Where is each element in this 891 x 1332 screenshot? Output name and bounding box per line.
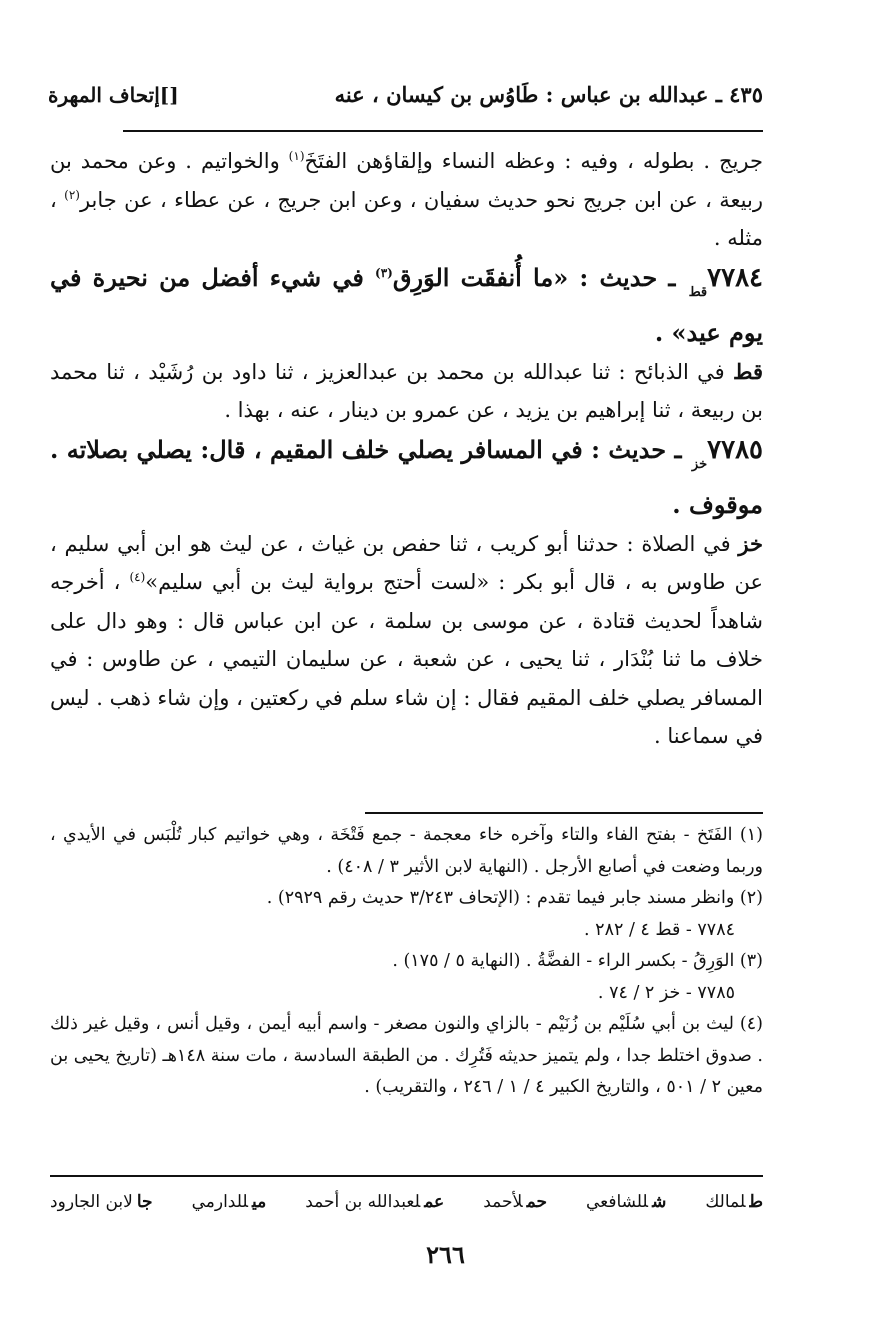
source-siglum: خز: [738, 530, 763, 556]
source-siglum: قط: [733, 358, 763, 384]
hadith-number: ٧٧٨٤: [707, 262, 763, 293]
isnad-7784: [50, 353, 763, 430]
book-title: []إتحاف المهرة: [48, 83, 179, 107]
footnote-ref-3[interactable]: (٣): [375, 265, 393, 280]
footnote-rule: [365, 812, 763, 814]
footnote-3: (٣) الوَرِقُ - بكسر الراء - الفضَّةُ . (النهاية ٥ / ١٧٥) .: [392, 951, 763, 971]
legend-item: [305, 1192, 444, 1212]
legend-key: حم: [526, 1192, 547, 1212]
legend-key: ط: [749, 1192, 763, 1212]
footnote-ref-4[interactable]: (٤): [129, 570, 146, 584]
hadith-7784: [50, 258, 763, 353]
legend-value: للشافعي: [585, 1192, 649, 1212]
footnote-source-7785: ٧٧٨٥ - خز ٢ / ٧٤ .: [597, 982, 735, 1003]
isnad-text: ، أخرجه شاهداً لحديث قتادة ، عن موسى بن سلمة ، عن ابن عباس قال : وهو دال على خلاف ما ثنا بُنْدَار ، ثنا يحيى ، عن شعبة ، عن سليمان التيمي ، عن طاوس : في المسافر يصلي خلف المقيم فقال : إن شاء سلم في ركعتين ، وإن شاء ذهب . ليس في سماعنا .: [50, 570, 763, 748]
page-number: ٢٦٦: [426, 1240, 465, 1269]
footnote-ref-2[interactable]: (٢): [64, 187, 80, 202]
main-text: [50, 142, 763, 756]
hadith-text: ـ حديث : «ما أُنفقَت الوَرِق: [392, 262, 687, 292]
legend-item: [705, 1192, 763, 1212]
legend-rule: [50, 1175, 763, 1177]
footnote-source-7784: ٧٧٨٤ - قط ٤ / ٢٨٢ .: [584, 919, 735, 940]
header-rule: [123, 130, 763, 132]
legend-item: [483, 1192, 547, 1212]
hadith-siglum: خز: [691, 456, 708, 472]
footnote-2: (٢) وانظر مسند جابر فيما تقدم : (الإتحاف ٣/٢٤٣ حديث رقم ٢٩٢٩) .: [266, 888, 763, 908]
hadith-text: في شيء أفضل من نحيرة في يوم عيد» .: [50, 262, 763, 347]
running-header: [48, 82, 763, 107]
legend-key: جا: [136, 1192, 153, 1212]
chapter-title: ٤٣٥ ـ عبدالله بن عباس : طَاوُس بن كيسان ، عنه: [334, 82, 763, 107]
legend-item: [192, 1192, 267, 1212]
isnad-text: في الذبائح : ثنا عبدالله بن محمد بن عبدالعزيز ، ثنا داود بن رُشَيْد ، ثنا محمد بن ربيعة ، ثنا إبراهيم بن يزيد ، عن عمرو بن دينار ، عنه ، بهذا .: [50, 359, 763, 422]
hadith-number: ٧٧٨٥: [707, 434, 763, 465]
isnad-7785: [50, 525, 763, 756]
footnote-ref-1[interactable]: (١): [288, 149, 305, 163]
legend-key: ش: [652, 1192, 667, 1212]
legend-item: [50, 1192, 153, 1212]
legend-value: لأحمد: [483, 1192, 523, 1212]
legend-key: مي: [251, 1192, 267, 1212]
legend-value: لعبدالله بن أحمد: [305, 1192, 421, 1212]
legend-value: لمالك: [705, 1192, 746, 1212]
legend-key: عم: [424, 1192, 445, 1212]
paragraph-text: والخواتيم . وعن محمد بن ربيعة ، عن ابن جريج نحو حديث سفيان ، وعن ابن جريج ، عن عطاء ، عن جابر: [50, 149, 763, 212]
hadith-7785: [50, 430, 763, 525]
paragraph-continuation: [50, 142, 763, 258]
sigla-legend: [50, 1192, 763, 1212]
footnotes: [50, 820, 763, 1104]
footnote-1: (١) الفَتَخ - بفتح الفاء والتاء وآخره خاء معجمة - جمع فَتْخَة ، وهي خواتيم كبار تُلْبَس في الأيدي ، وربما وضعت في أصابع الأرجل . (النهاية لابن الأثير ٣ / ٤٠٨) .: [50, 825, 763, 877]
hadith-text: ـ حديث : في المسافر يصلي خلف المقيم ، قال: يصلي بصلاته . موقوف .: [50, 434, 763, 519]
legend-item: [586, 1192, 666, 1212]
paragraph-text: جريج . بطوله ، وفيه : وعظه النساء وإلقاؤهن الفتَخَ: [304, 149, 763, 173]
legend-value: للدارمي: [191, 1192, 248, 1212]
paragraph-text: ، مثله .: [50, 187, 763, 250]
legend-value: لابن الجارود: [50, 1192, 133, 1212]
footnote-4: (٤) ليث بن أبي سُلَيْم بن زُنَيْم - بالزاي والنون مصغر - واسم أبيه أيمن ، وقيل أنس ، وقيل غير ذلك . صدوق اختلط جدا ، ولم يتميز حديثه فَتُرِك . من الطبقة السادسة ، مات سنة ١٤٨هـ (تاريخ يحيى بن معين ٢ / ٥٠١ ، والتاريخ الكبير ٤ / ١ / ٢٤٦ ، والتقريب) .: [50, 1014, 763, 1097]
hadith-siglum: قط: [688, 284, 708, 300]
isnad-text: في الصلاة : حدثنا أبو كريب ، ثنا حفص بن غياث ، عن ليث هو ابن أبي سليم ، عن طاوس به ، قال أبو بكر : «لست أحتج برواية ليث بن أبي سليم»: [50, 531, 763, 594]
